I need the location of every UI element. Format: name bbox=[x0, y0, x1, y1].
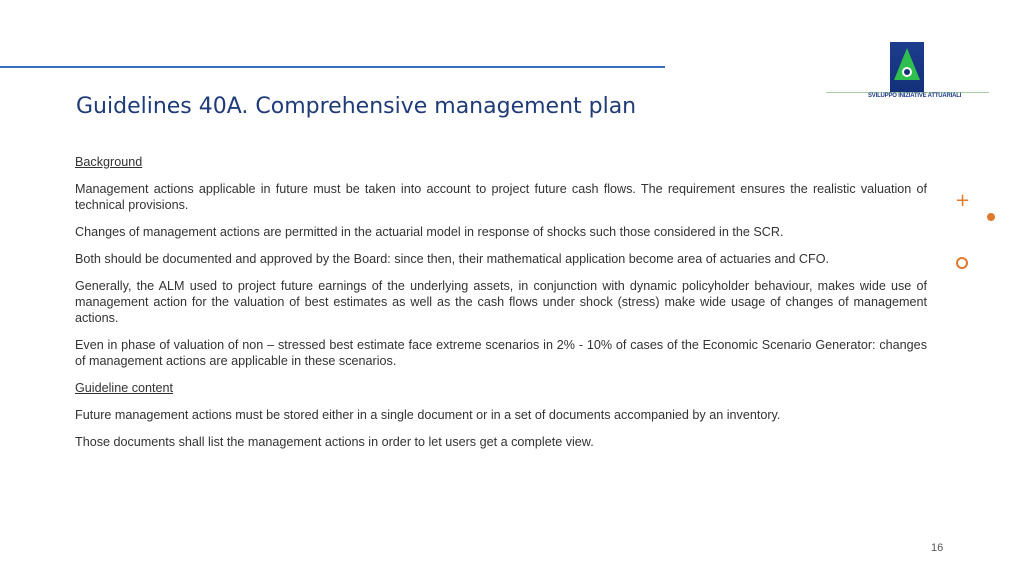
dot-decor-icon bbox=[987, 213, 995, 221]
plus-decor-icon: + bbox=[955, 190, 971, 211]
guideline-paragraph: Those documents shall list the management actions in order to let users get a complete view. bbox=[75, 435, 594, 449]
background-heading: Background bbox=[75, 155, 143, 169]
body-paragraph: Management actions applicable in future must be taken into account to project future cash flows. The requirement ensures the realistic valuation of technical provisions. bbox=[75, 182, 927, 212]
guideline-heading: Guideline content bbox=[75, 381, 174, 395]
triangle-logo-icon bbox=[890, 42, 924, 92]
body-paragraph: Changes of management actions are permitted in the actuarial model in response of shocks such those considered in the SCR. bbox=[75, 225, 784, 239]
slide-title: Guidelines 40A. Comprehensive management plan bbox=[76, 94, 637, 119]
guideline-paragraph: Future management actions must be stored either in a single document or in a set of documents accompanied by an inventory. bbox=[75, 408, 781, 422]
logo-name: S.I.A. bbox=[956, 80, 980, 90]
body-paragraph: Even in phase of valuation of non – stressed best estimate face extreme scenarios in 2% - 10% of cases of the Economic Scenario Generator: changes of management actions are applicable in these scenarios. bbox=[75, 338, 927, 368]
body-paragraph: Both should be documented and approved by the Board: since then, their mathematical application become area of actuaries and CFO. bbox=[75, 252, 829, 266]
company-logo bbox=[826, 42, 991, 112]
slide-body bbox=[75, 154, 927, 461]
logo-emblem bbox=[890, 42, 980, 92]
logo-tagline: SVILUPPO INIZIATIVE ATTUARIALI bbox=[868, 93, 962, 99]
body-paragraph: Generally, the ALM used to project future earnings of the underlying assets, in conjunction with dynamic policyholder behaviour, makes wide use of management action for the valuation of best estimates as well as the cash flows under shock (stress) make wide usage of changes of management actions. bbox=[75, 279, 927, 325]
header-rule bbox=[0, 66, 665, 68]
page-number: 16 bbox=[931, 542, 944, 554]
ring-decor-icon bbox=[956, 257, 968, 269]
